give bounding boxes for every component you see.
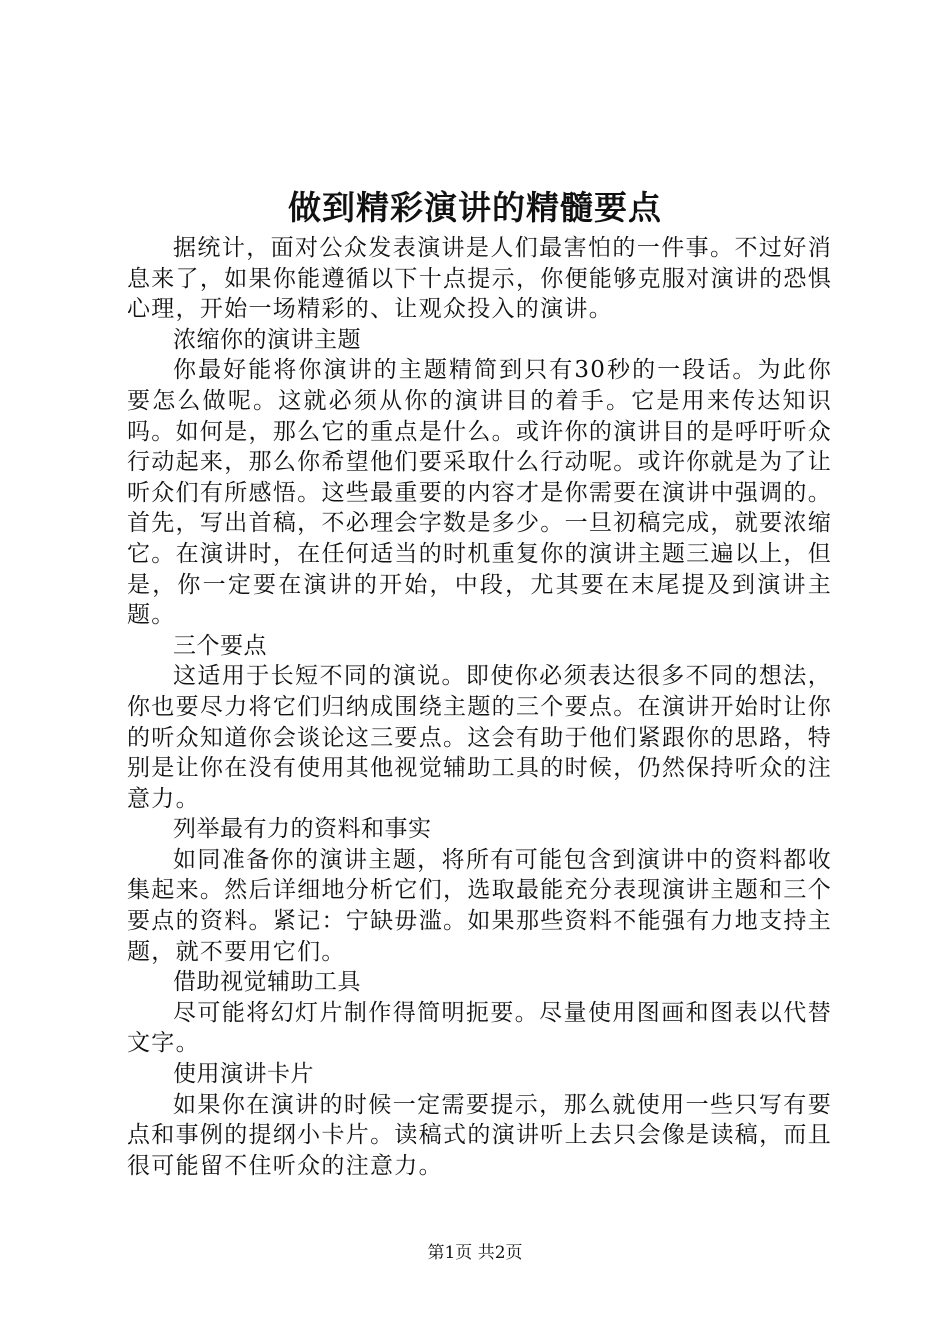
- section-paragraph-three-points: 这适用于长短不同的演说。即使你必须表达很多不同的想法，你也要尽力将它们归纳成围绕主题的三个要点。在演讲开始时让你的听众知道你会谈论这三要点。这会有助于他们紧跟你的思路，特别是让你在没有使用其他视觉辅助工具的时候，仍然保持听众的注意力。: [127, 663, 832, 812]
- document-title: 做到精彩演讲的精髓要点: [288, 188, 662, 227]
- section-heading-theme: 浓缩你的演讲主题: [173, 326, 361, 353]
- section-heading-visual-aids: 借助视觉辅助工具: [173, 969, 361, 996]
- section-paragraph-facts: 如同准备你的演讲主题，将所有可能包含到演讲中的资料都收集起来。然后详细地分析它们，选取最能充分表现演讲主题和三个要点的资料。紧记：宁缺毋滥。如果那些资料不能强有力地支持主题，就不要用它们。: [127, 846, 832, 965]
- document-body: [127, 233, 832, 1181]
- section-heading-facts: 列举最有力的资料和事实: [173, 816, 432, 843]
- page-number: 第1页 共2页: [427, 1243, 523, 1263]
- section-heading-cards: 使用演讲卡片: [173, 1061, 314, 1088]
- intro-paragraph: 据统计，面对公众发表演讲是人们最害怕的一件事。不过好消息来了，如果你能遵循以下十点提示，你便能够克服对演讲的恐惧心理，开始一场精彩的、让观众投入的演讲。: [127, 235, 832, 323]
- section-paragraph-cards: 如果你在演讲的时候一定需要提示，那么就使用一些只写有要点和事例的提纲小卡片。读稿式的演讲听上去只会像是读稿，而且很可能留不住听众的注意力。: [127, 1091, 832, 1179]
- section-paragraph-visual-aids: 尽可能将幻灯片制作得简明扼要。尽量使用图画和图表以代替文字。: [127, 999, 832, 1057]
- section-paragraph-theme: 你最好能将你演讲的主题精简到只有30秒的一段话。为此你要怎么做呢。这就必须从你的演讲目的着手。它是用来传达知识吗。如何是，那么它的重点是什么。或许你的演讲目的是呼吁听众行动起来，那么你希望他们要采取什么行动呢。或许你就是为了让听众们有所感悟。这些最重要的内容才是你需要在演讲中强调的。首先，写出首稿，不必理会字数是多少。一旦初稿完成，就要浓缩它。在演讲时，在任何适当的时机重复你的演讲主题三遍以上，但是，你一定要在演讲的开始，中段，尤其要在末尾提及到演讲主题。: [127, 357, 832, 629]
- section-heading-three-points: 三个要点: [173, 632, 267, 659]
